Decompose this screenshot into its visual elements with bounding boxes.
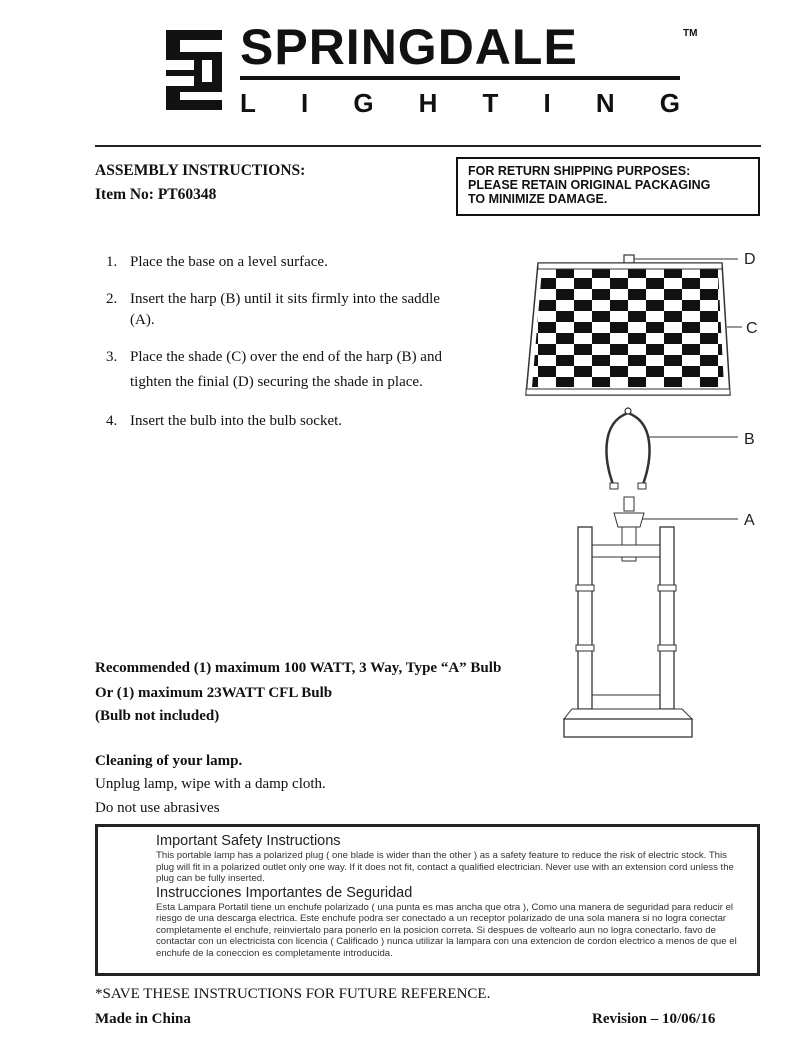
bulb-alternative: Or (1) maximum 23WATT CFL Bulb [95, 685, 333, 701]
label-a: A [744, 512, 755, 529]
step-text: Place the shade (C) over the end of the harp (B) and tighten the finial (D) securing the shade in place. [130, 349, 442, 390]
brand-subtitle [240, 90, 680, 116]
bulb-note: (Bulb not included) [95, 708, 220, 724]
safety-body-es: Esta Lampara Portatil tiene un enchufe polarizado ( una punta es mas ancha que otra ), Como una manera de seguridad para reducir el riesgo de una descarga electrica. Este enchufe podra ser conectado a un receptor polarizado de una sola manera si no logra conectar completamente el enchufe, reinviertalo para ponerlo en la posicion correta. Si despues de voltearlo aun no logra conectarlo. favo de contactar con un electricista con licencia ( Calificado ) nunca utilizar la lampara con una extencion de cordon electrico a menos de que el enchufe de la coneccion es completamente introducida. [156, 901, 737, 959]
subtitle-letter: H [418, 88, 438, 118]
notice-line: FOR RETURN SHIPPING PURPOSES: [468, 164, 691, 178]
notice-line: TO MINIMIZE DAMAGE. [468, 192, 608, 206]
harp-part [606, 408, 754, 489]
lamp-exploded-diagram [520, 245, 788, 745]
springdale-logo-mark [166, 30, 222, 110]
brand-underline [240, 76, 680, 80]
step-item: 4. Insert the bulb into the bulb socket. [106, 413, 343, 429]
step-text: Insert the harp (B) until it sits firmly into the saddle (A). [130, 291, 440, 328]
return-shipping-notice [456, 157, 760, 216]
subtitle-letter: G [659, 88, 680, 118]
subtitle-letter: T [482, 88, 499, 118]
lamp-base-part [564, 497, 755, 737]
label-b: B [744, 431, 755, 448]
step-item: 1. Place the base on a level surface. [106, 254, 328, 270]
cleaning-heading: Cleaning of your lamp. [95, 753, 243, 769]
step-item: 2. Insert the harp (B) until it sits firmly into the saddle (A). [106, 291, 440, 328]
save-instructions-note: *SAVE THESE INSTRUCTIONS FOR FUTURE REFERENCE. [95, 986, 491, 1002]
step-text: Place the base on a level surface. [130, 254, 328, 270]
country-of-origin: Made in China [95, 1011, 191, 1027]
cleaning-instruction: Unplug lamp, wipe with a damp cloth. [95, 776, 326, 792]
safety-heading-es: Instrucciones Importantes de Seguridad [156, 884, 413, 901]
step-text: Insert the bulb into the bulb socket. [130, 413, 343, 429]
bulb-recommendation: Recommended (1) maximum 100 WATT, 3 Way, Type “A” Bulb [95, 660, 502, 676]
subtitle-letter: N [595, 88, 615, 118]
safety-instructions-box [95, 824, 760, 976]
label-d: D [744, 251, 756, 268]
label-c: C [746, 320, 758, 337]
subtitle-letter: I [543, 88, 551, 118]
revision-date: Revision – 10/06/16 [592, 1011, 716, 1027]
shade-part [526, 263, 758, 395]
document-title: ASSEMBLY INSTRUCTIONS: [95, 162, 306, 179]
assembly-steps [95, 252, 445, 448]
subtitle-letter: L [240, 88, 256, 118]
safety-body-en: This portable lamp has a polarized plug ( one blade is wider than the other ) as a safety feature to reduce the risk of electric stock. This plug will fit in a polarized outlet only one way. If it does not fit, contact a qualified electrician. Never use with an extension cord unless the plug can be fully inserted. [156, 850, 734, 884]
safety-heading-en: Important Safety Instructions [156, 833, 341, 849]
notice-line: PLEASE RETAIN ORIGINAL PACKAGING [468, 178, 711, 192]
trademark-mark: TM [683, 28, 698, 39]
item-number: Item No: PT60348 [95, 186, 217, 203]
header-divider [95, 145, 761, 147]
step-item: 3. Place the shade (C) over the end of the harp (B) and tighten the finial (D) securing the shade in place. [106, 349, 442, 390]
subtitle-letter: I [300, 88, 309, 118]
brand-name: SPRINGDALE [240, 19, 578, 75]
subtitle-letter: G [353, 88, 374, 118]
cleaning-warning: Do not use abrasives [95, 800, 220, 816]
